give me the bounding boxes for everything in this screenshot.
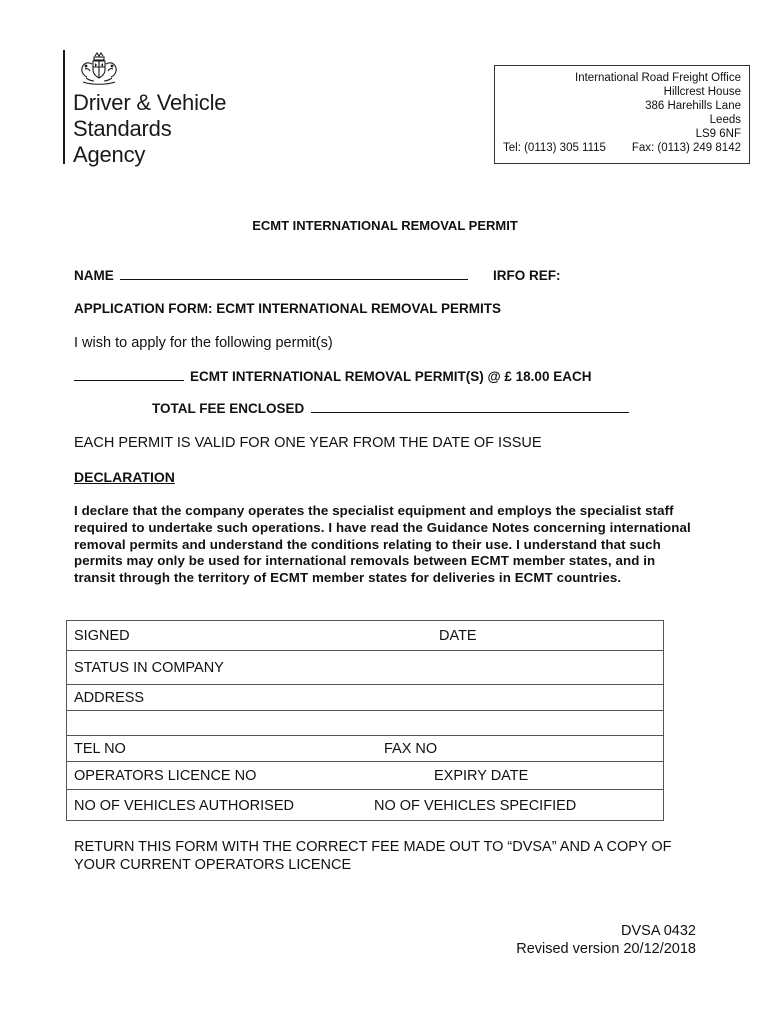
status-row[interactable] bbox=[67, 651, 663, 685]
form-code: DVSA 0432 bbox=[621, 923, 696, 939]
logo-text bbox=[73, 90, 226, 168]
vehicles-row[interactable] bbox=[67, 790, 663, 822]
total-fee-field[interactable] bbox=[311, 401, 629, 413]
total-fee-label: TOTAL FEE ENCLOSED bbox=[152, 401, 305, 416]
document-footer bbox=[516, 922, 696, 958]
office-tel: Tel: (0113) 305 1115 bbox=[503, 142, 606, 154]
logo-line-3: Agency bbox=[73, 142, 146, 167]
logo-divider bbox=[63, 50, 65, 164]
permit-quantity-field[interactable] bbox=[74, 369, 184, 381]
address-line-4: Leeds bbox=[709, 114, 741, 126]
address-line-5: LS9 6NF bbox=[695, 128, 741, 140]
permit-line-text: ECMT INTERNATIONAL REMOVAL PERMIT(S) @ £ 18.00 EACH bbox=[190, 369, 592, 384]
expiry-label: EXPIRY DATE bbox=[434, 767, 529, 784]
revision-date: Revised version 20/12/2018 bbox=[516, 941, 696, 957]
signed-label: SIGNED bbox=[74, 627, 130, 644]
licence-label: OPERATORS LICENCE NO bbox=[74, 767, 257, 784]
validity-text: EACH PERMIT IS VALID FOR ONE YEAR FROM THE DATE OF ISSUE bbox=[74, 435, 542, 451]
dvsa-logo bbox=[63, 50, 263, 170]
address-line-3: 386 Harehills Lane bbox=[645, 100, 741, 112]
name-field[interactable] bbox=[120, 268, 468, 280]
vehicles-specified-label: NO OF VEHICLES SPECIFIED bbox=[374, 798, 577, 814]
page-title: ECMT INTERNATIONAL REMOVAL PERMIT bbox=[252, 218, 518, 233]
name-row bbox=[74, 268, 468, 283]
address-label: ADDRESS bbox=[74, 689, 145, 706]
address-continuation-row[interactable] bbox=[67, 711, 663, 736]
logo-line-2: Standards bbox=[73, 116, 172, 141]
declaration-body: I declare that the company operates the specialist equipment and employs the specialist staff required to undertake such operations. I have read the Guidance Notes concerning international removal permits and understand the conditions relating to their use. I understand that such permits may only be used for international removals between ECMT member states, and in transit through the territory of ECMT member states for deliveries in ECMT countries. bbox=[74, 503, 691, 586]
total-fee-row bbox=[152, 401, 629, 416]
tel-label: TEL NO bbox=[74, 740, 126, 757]
apply-text: I wish to apply for the following permit(s) bbox=[74, 335, 333, 351]
address-row[interactable] bbox=[67, 685, 663, 711]
declaration-heading: DECLARATION bbox=[74, 469, 175, 485]
application-heading: APPLICATION FORM: ECMT INTERNATIONAL REMOVAL PERMITS bbox=[74, 301, 501, 316]
tel-row[interactable] bbox=[67, 736, 663, 762]
office-fax: Fax: (0113) 249 8142 bbox=[631, 142, 741, 154]
date-label: DATE bbox=[439, 627, 477, 644]
signed-row[interactable] bbox=[67, 621, 663, 651]
irfo-ref-label: IRFO REF: bbox=[493, 268, 561, 283]
royal-coat-of-arms-icon bbox=[77, 52, 121, 86]
applicant-details-table bbox=[66, 620, 664, 821]
office-address-box bbox=[494, 65, 750, 164]
licence-row[interactable] bbox=[67, 762, 663, 790]
permit-quantity-row bbox=[74, 369, 591, 384]
address-line-1: International Road Freight Office bbox=[575, 72, 741, 84]
address-line-2: Hillcrest House bbox=[663, 86, 741, 98]
logo-line-1: Driver & Vehicle bbox=[73, 90, 227, 115]
fax-label: FAX NO bbox=[384, 740, 438, 757]
name-label: NAME bbox=[74, 268, 114, 283]
return-instructions: RETURN THIS FORM WITH THE CORRECT FEE MADE OUT TO “DVSA” AND A COPY OF YOUR CURRENT OPERATORS LICENCE bbox=[74, 839, 672, 873]
contact-row bbox=[503, 141, 741, 155]
status-label: STATUS IN COMPANY bbox=[74, 659, 224, 676]
vehicles-authorised-label: NO OF VEHICLES AUTHORISED bbox=[74, 798, 294, 814]
